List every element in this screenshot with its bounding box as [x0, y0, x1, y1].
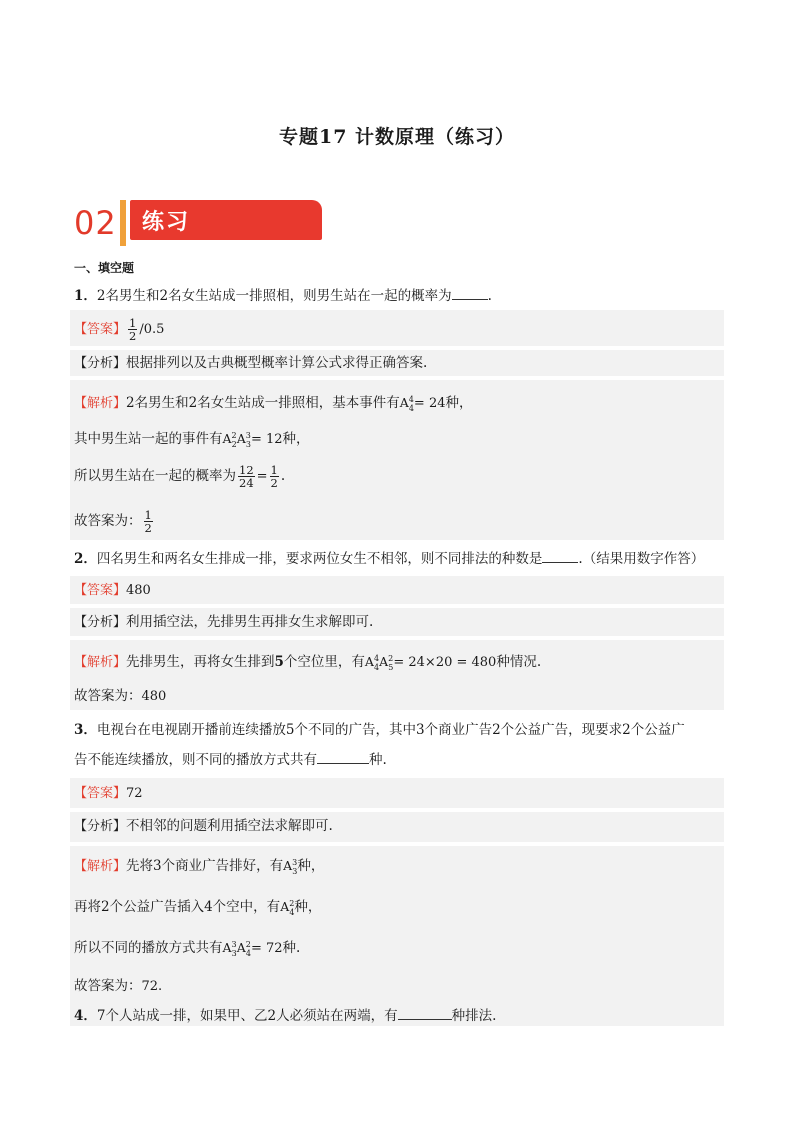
- solution-line: 【解析】先将3个商业广告排好，有$A^3_3$种，: [74, 852, 714, 883]
- conclusion-line: 故答案为：480: [74, 688, 167, 704]
- solution-line: 【解析】先排男生，再将女生排到5个空位里，有$A^4_4A^2_5= 24\times 20 = 480$种情况.: [74, 648, 714, 679]
- question-3: 3．电视台在电视剧开播前连续播放5个不同的广告，其中3个商业广告2个公益广告，现要求2个公益广 告不能连续播放，则不同的播放方式共有 种.: [74, 722, 685, 768]
- solution-line: 再将2个公益广告插入4个空中，有$A^2_4$种，: [74, 893, 714, 924]
- question-number: 3．: [74, 722, 97, 738]
- analysis-text: 根据排列以及古典概型概率计算公式求得正确答案.: [126, 355, 428, 371]
- solution-line: 所以不同的播放方式共有$A^3_3A^2_4= 72$种.: [74, 934, 714, 965]
- perm-symbol: $A^3_3A^2_4$: [222, 940, 251, 958]
- banner-label: 练习: [142, 210, 191, 235]
- perm-symbol: $A^3_3$: [283, 858, 298, 876]
- answer-value: 72: [126, 786, 143, 801]
- perm-symbol: $A^4_4A^2_5$: [364, 654, 394, 672]
- section-banner: [74, 198, 254, 248]
- conclusion-label: 故答案为：: [74, 513, 142, 529]
- analysis-text: 利用插空法，先排男生再排女生求解即可.: [126, 614, 374, 630]
- analysis-row: [74, 352, 714, 375]
- question-1: 1．2名男生和2名女生站成一排照相，则男生站在一起的概率为 .: [74, 283, 724, 309]
- answer-blank: [452, 285, 488, 300]
- solution-line: 【解析】2名男生和2名女生站成一排照相，基本事件有$A^4_4= 24$种，: [74, 389, 714, 420]
- conclusion-label: 故答案为：: [74, 688, 142, 704]
- analysis-label: 【分析】: [74, 819, 127, 834]
- question-text: 四名男生和两名女生排成一排，要求两位女生不相邻，则不同排法的种数是: [96, 551, 543, 567]
- conclusion-label: 故答案为：: [74, 978, 142, 994]
- answer-blank: [542, 548, 578, 563]
- conclusion-line: 故答案为： $\frac{1}{2}$: [74, 508, 152, 535]
- answer-row: [74, 579, 714, 602]
- analysis-row: [74, 611, 714, 634]
- solution-label: 【解析】: [74, 655, 127, 671]
- question-number: 2．: [74, 551, 97, 567]
- question-text: 7个人站成一排，如果甲、乙2人必须站在两端，有: [96, 1008, 398, 1024]
- answer-row: [74, 317, 714, 342]
- answer-row: [74, 782, 714, 805]
- question-number: 4．: [74, 1008, 97, 1024]
- answer-blank: [317, 749, 369, 764]
- answer-fraction: $\frac{1}{2}$: [129, 316, 137, 343]
- section-heading: 一、填空题: [74, 261, 135, 275]
- analysis-label: 【分析】: [74, 615, 127, 630]
- answer-value: /0.5: [139, 322, 165, 337]
- analysis-row: [74, 815, 714, 838]
- question-text: 电视台在电视剧开播前连续播放5个不同的广告，其中3个商业广告2个公益广告，现要求2个公益广: [96, 722, 685, 738]
- analysis-label: 【分析】: [74, 356, 127, 371]
- question-number: 1．: [74, 288, 97, 304]
- solution-label: 【解析】: [74, 859, 127, 875]
- banner-dot-icon: [354, 207, 363, 216]
- answer-label: 【答案】: [74, 786, 127, 801]
- banner-tag: [130, 200, 322, 240]
- conclusion-line: 故答案为：72.: [74, 978, 163, 994]
- question-text: 2名男生和2名女生站成一排照相，则男生站在一起的概率为: [96, 288, 452, 304]
- solution-line: 其中男生站一起的事件有$A^2_2A^3_3= 12$种，: [74, 425, 714, 456]
- page-title: 专题17 计数原理（练习）: [278, 126, 516, 148]
- question-4: 4．7个人站成一排，如果甲、乙2人必须站在两端，有 种排法.: [74, 1003, 724, 1029]
- answer-blank: [398, 1005, 452, 1020]
- perm-symbol: $A^4_4$: [399, 395, 414, 413]
- banner-accent-bar: [120, 200, 126, 246]
- question-2: 2．四名男生和两名女生排成一排，要求两位女生不相邻，则不同排法的种数是 .（结果用数字作答）: [74, 546, 734, 572]
- analysis-text: 不相邻的问题利用插空法求解即可.: [126, 818, 333, 834]
- answer-label: 【答案】: [74, 322, 127, 337]
- answer-value: 480: [126, 583, 151, 598]
- banner-number: 02: [74, 204, 117, 242]
- perm-symbol: $A^2_4$: [280, 899, 295, 917]
- answer-label: 【答案】: [74, 583, 127, 598]
- perm-symbol: $A^2_2A^3_3$: [222, 431, 251, 449]
- solution-label: 【解析】: [74, 396, 127, 412]
- solution-line: 所以男生站在一起的概率为 $\frac{12}{24}$ = $\frac{1}{2}$ .: [74, 463, 286, 490]
